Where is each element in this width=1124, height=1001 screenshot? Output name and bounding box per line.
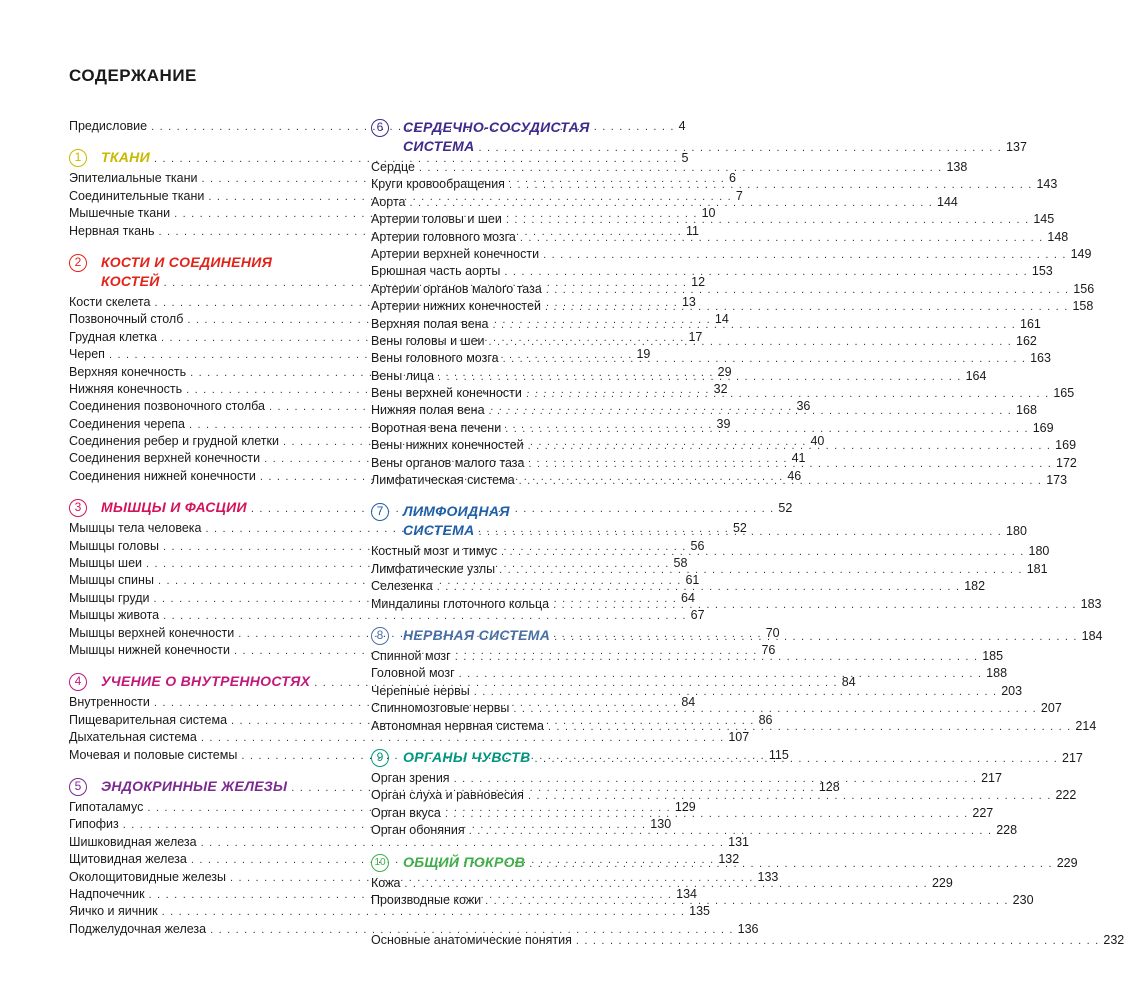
entry-page: 29	[717, 364, 732, 379]
section-title: ТКАНИ	[101, 149, 150, 166]
entry-page: 148	[1047, 229, 1069, 244]
section-gap	[69, 938, 354, 951]
entry-label: Черепные нервы	[371, 683, 470, 698]
dot-leader	[479, 523, 1003, 542]
entry-page: 164	[965, 368, 987, 383]
dot-leader	[509, 177, 1033, 194]
entry-label: Нижняя конечность	[69, 381, 183, 396]
section-title-block	[403, 502, 1027, 540]
entry-page: 115	[768, 747, 789, 762]
entry-page: 136	[737, 921, 759, 936]
dot-leader	[469, 823, 993, 840]
entry-page: 6	[729, 171, 736, 186]
entry-page: 36	[796, 399, 811, 414]
entry-page: 56	[690, 538, 705, 553]
entry-page: 64	[681, 590, 695, 605]
entry-page: 19	[636, 347, 651, 362]
section-number-badge: 9	[371, 749, 389, 767]
entry-page: 61	[685, 573, 700, 588]
toc-entry[interactable]	[69, 921, 759, 938]
section-page: 5	[681, 151, 689, 166]
entry-page: 10	[701, 206, 716, 221]
section-page: 137	[1006, 140, 1027, 154]
entry-label: Гипоталамус	[69, 799, 144, 814]
entry-page: 132	[718, 852, 740, 867]
entry-label: Лимфатические узлы	[371, 561, 496, 576]
entry-label: Шишковидная железа	[69, 834, 197, 849]
section-heading[interactable]	[371, 118, 1027, 156]
section-title: ОБЩИЙ ПОКРОВ	[403, 853, 526, 870]
entry-label: Мышцы нижней конечности	[69, 642, 230, 657]
section-page: 128	[818, 779, 840, 794]
entry-label: Надпочечник	[69, 886, 145, 901]
entry-label: Воротная вена печени	[371, 420, 502, 435]
entry-label: Аорта	[371, 194, 406, 209]
section-title: КОСТИ И СОЕДИНЕНИЯ	[101, 253, 273, 270]
section-gap	[371, 489, 656, 502]
entry-label: Позвоночный столб	[69, 312, 184, 327]
section-title: ЭНДОКРИННЫЕ ЖЕЛЕЗЫ	[101, 777, 288, 794]
dot-leader	[553, 597, 1077, 614]
dot-leader	[437, 579, 961, 596]
entry-page: 32	[713, 381, 728, 396]
entry-page: 70	[765, 625, 780, 640]
entry-label: Эпителиальные ткани	[69, 171, 198, 186]
section-number-badge: 10	[371, 854, 389, 872]
entry-label: Мочевая и половые системы	[69, 747, 238, 762]
section-title-block	[403, 748, 1083, 767]
section-page: 12	[691, 274, 706, 289]
entry-label: Мышцы шеи	[69, 556, 143, 571]
dot-leader	[535, 750, 1059, 769]
entry-page: 143	[1036, 177, 1058, 192]
section-title-line	[403, 118, 1027, 137]
dot-leader	[501, 544, 1025, 561]
entry-page: 52	[732, 521, 747, 536]
section-number-badge: 3	[69, 499, 87, 517]
section-page: 52	[778, 501, 793, 516]
entry-label: Орган вкуса	[371, 805, 441, 820]
dot-leader	[404, 876, 928, 893]
entry-label: Нижняя полая вена	[371, 403, 485, 418]
dot-leader	[520, 230, 1044, 247]
toc-entry[interactable]	[371, 263, 1053, 280]
toc-entry[interactable]	[371, 787, 1077, 804]
entry-page: 131	[728, 834, 749, 849]
section-title: СЕРДЕЧНО-СОСУДИСТАЯ	[403, 119, 590, 135]
section-gap	[69, 659, 354, 672]
section-gap	[371, 735, 656, 748]
entry-label: Артерии головного мозга	[371, 229, 516, 244]
dot-leader	[479, 139, 1003, 158]
entry-label: Грудная клетка	[69, 329, 157, 344]
entry-page: 156	[1073, 281, 1095, 296]
entry-page: 133	[757, 869, 779, 884]
entry-page: 14	[714, 312, 729, 327]
entry-page: 138	[946, 160, 968, 174]
entry-page: 227	[972, 805, 994, 820]
entry-page: 41	[791, 451, 806, 466]
entry-page: 46	[787, 468, 802, 483]
entry-label: Яичко и яичник	[69, 904, 158, 919]
entry-page: 76	[761, 642, 776, 657]
section-title-line	[403, 748, 1083, 767]
entry-page: 17	[688, 329, 703, 344]
section-page: 229	[1056, 855, 1078, 870]
entry-label: Вены лица	[371, 368, 435, 383]
entry-label: Предисловие	[69, 119, 148, 133]
dot-leader	[548, 719, 1072, 736]
dot-leader	[503, 351, 1027, 368]
section-title: МЫШЦЫ И ФАСЦИИ	[101, 499, 247, 516]
entry-page: 158	[1072, 299, 1094, 314]
entry-page: 7	[735, 188, 743, 203]
section-page: 84	[841, 675, 856, 690]
entry-label: Соединения черепа	[69, 416, 186, 431]
entry-label: Кости скелета	[69, 294, 151, 309]
dot-leader	[543, 247, 1067, 264]
entry-label: Лимфатическая система	[371, 473, 515, 488]
entry-page: 169	[1055, 438, 1077, 453]
section-title-block	[403, 853, 1078, 872]
entry-page: 162	[1016, 333, 1037, 348]
dot-leader	[445, 806, 969, 823]
entry-page: 173	[1046, 473, 1068, 488]
entry-label: Череп	[69, 347, 105, 362]
section-number-badge: 5	[69, 778, 87, 796]
entry-page: 153	[1031, 264, 1053, 279]
entry-page: 222	[1055, 788, 1077, 803]
toc-entry[interactable]	[69, 729, 750, 746]
page-title: СОДЕРЖАНИЕ	[69, 66, 197, 85]
entry-label: Головной мозг	[371, 666, 455, 681]
entry-page: 203	[1001, 683, 1023, 698]
entry-label: Орган обоняния	[371, 823, 465, 838]
entry-page: 13	[681, 294, 696, 309]
entry-page: 168	[1016, 403, 1037, 418]
entry-label: Нервная ткань	[69, 223, 155, 238]
dot-leader	[519, 473, 1043, 490]
section-gap	[371, 840, 656, 853]
dot-leader	[528, 788, 1052, 805]
entry-page: 230	[1012, 892, 1034, 907]
section-gap	[371, 909, 656, 922]
section-title-block	[403, 118, 1027, 156]
entry-label: Гипофиз	[69, 817, 119, 832]
dot-leader	[438, 369, 962, 386]
entry-page: 39	[716, 416, 731, 431]
section-title-line	[403, 137, 1027, 156]
section-gap	[69, 240, 354, 253]
toc-entry[interactable]	[371, 176, 1058, 193]
section-title-line	[403, 626, 1103, 645]
entry-label: Вены головного мозга	[371, 351, 499, 366]
section-gap	[69, 485, 354, 498]
entry-page: 4	[678, 119, 686, 133]
dot-leader	[504, 264, 1028, 281]
entry-page: 67	[690, 608, 705, 623]
entry-label: Спинной мозг	[371, 648, 451, 663]
dot-leader	[546, 282, 1070, 299]
entry-page: 165	[1053, 386, 1075, 401]
toc-entry[interactable]	[371, 665, 1008, 682]
entry-label: Вены верхней конечности	[371, 386, 522, 401]
entry-label: Соединения верхней конечности	[69, 451, 261, 466]
dot-leader	[528, 456, 1052, 473]
section-number-badge: 1	[69, 149, 87, 167]
toc-entry[interactable]	[69, 607, 705, 624]
dot-leader	[454, 771, 978, 788]
toc-entry[interactable]	[69, 903, 711, 920]
entry-page: 228	[996, 823, 1018, 838]
entry-page: 185	[982, 648, 1004, 663]
entry-page: 172	[1056, 455, 1077, 470]
entry-label: Костный мозг и тимус	[371, 544, 497, 559]
entry-page: 107	[728, 730, 750, 745]
entry-label: Автономная нервная система	[371, 718, 544, 733]
section-number-badge: 4	[69, 673, 87, 691]
section-page: 180	[1006, 524, 1027, 539]
entry-page: 229	[931, 875, 953, 890]
entry-label: Мышцы головы	[69, 538, 160, 553]
dot-leader	[528, 438, 1052, 455]
section-title-line	[403, 853, 1078, 872]
entry-label: Внутренности	[69, 695, 150, 710]
entry-label: Вены головы и шеи	[371, 333, 485, 348]
section-title: ОРГАНЫ ЧУВСТВ	[403, 748, 531, 765]
entry-page: 135	[689, 904, 711, 919]
toc-entry[interactable]	[371, 159, 968, 176]
entry-page: 130	[650, 817, 672, 832]
dot-leader	[410, 195, 934, 212]
entry-label: Селезенка	[371, 579, 433, 594]
entry-page: 217	[981, 770, 1002, 785]
dot-leader	[455, 649, 979, 666]
entry-label: Брюшная часть аорты	[371, 264, 501, 279]
entry-label: Щитовидная железа	[69, 852, 187, 867]
entry-page: 180	[1028, 544, 1050, 559]
entry-page: 214	[1075, 718, 1097, 733]
entry-page: 11	[686, 223, 700, 238]
toc-entry[interactable]	[371, 246, 1092, 263]
entry-page: 40	[810, 434, 825, 449]
entry-label: Соединения позвоночного столба	[69, 399, 265, 414]
entry-label: Мышцы спины	[69, 573, 154, 588]
dot-leader	[419, 160, 943, 177]
entry-label: Дыхательная система	[69, 730, 197, 745]
toc-entry[interactable]	[371, 683, 1023, 700]
entry-label: Мышцы тела человека	[69, 521, 202, 536]
entry-label: Соединения ребер и грудной клетки	[69, 434, 279, 449]
entry-label: Производные кожи	[371, 892, 482, 907]
section-page: 217	[1062, 750, 1083, 765]
entry-page: 232	[1103, 933, 1124, 948]
dot-leader	[513, 701, 1037, 718]
dot-leader	[506, 212, 1030, 229]
entry-label: Вены органов малого таза	[371, 455, 525, 470]
toc-entry[interactable]	[371, 194, 958, 211]
section-title: УЧЕНИЕ О ВНУТРЕННОСТЯХ	[101, 673, 311, 690]
dot-leader	[489, 403, 1013, 420]
dot-leader	[485, 893, 1009, 910]
entry-label: Вены нижних конечностей	[371, 438, 524, 453]
entry-label: Мышцы груди	[69, 590, 150, 605]
section-title: НЕРВНАЯ СИСТЕМА	[403, 626, 551, 643]
entry-label: Соединительные ткани	[69, 188, 205, 203]
toc-entry[interactable]	[69, 834, 749, 851]
dot-leader	[526, 386, 1050, 403]
entry-label: Спинномозговые нервы	[371, 701, 510, 716]
dot-leader	[576, 933, 1100, 950]
entry-label: Поджелудочная железа	[69, 921, 207, 936]
entry-page: 144	[937, 194, 958, 209]
entry-label: Мышечные ткани	[69, 206, 171, 221]
entry-label: Артерии органов малого таза	[371, 281, 542, 296]
section-number-badge: 2	[69, 254, 87, 272]
section-page: 184	[1081, 628, 1103, 643]
entry-page: 161	[1020, 316, 1041, 331]
entry-page: 86	[758, 712, 773, 727]
section-number-badge: 7	[371, 503, 389, 521]
dot-leader	[554, 628, 1078, 647]
section-number-badge: 6	[371, 119, 389, 137]
dot-leader	[499, 562, 1023, 579]
section-title-line	[403, 521, 1027, 540]
entry-label: Кожа	[371, 875, 401, 890]
entry-label: Околощитовидные железы	[69, 869, 227, 884]
section-gap	[69, 764, 354, 777]
entry-label: Основные анатомические понятия	[371, 933, 572, 948]
entry-label: Верхняя полая вена	[371, 316, 489, 331]
entry-label: Верхняя конечность	[69, 364, 187, 379]
dot-leader	[459, 666, 983, 683]
section-title: ЛИМФОИДНАЯ	[403, 503, 510, 520]
entry-label: Соединения нижней конечности	[69, 468, 256, 483]
entry-label: Артерии головы и шеи	[371, 212, 502, 227]
entry-page: 84	[681, 695, 696, 710]
entry-label: Артерии верхней конечности	[371, 246, 540, 261]
entry-label: Мышцы живота	[69, 608, 160, 623]
entry-label: Орган слуха и равновесия	[371, 788, 524, 803]
entry-label: Артерии нижних конечностей	[371, 299, 541, 314]
entry-label: Мышцы верхней конечности	[69, 625, 235, 640]
entry-page: 182	[964, 579, 986, 594]
entry-page: 145	[1033, 212, 1055, 227]
toc-entry[interactable]	[371, 350, 1051, 367]
entry-page: 188	[986, 666, 1008, 681]
dot-leader	[505, 421, 1029, 438]
entry-label: Сердце	[371, 160, 415, 174]
entry-label: Круги кровообращения	[371, 177, 505, 192]
entry-page: 129	[674, 799, 696, 814]
entry-page: 163	[1030, 351, 1051, 366]
entry-page: 149	[1070, 246, 1092, 261]
section-title-block	[403, 626, 1103, 645]
entry-page: 169	[1032, 420, 1054, 435]
section-number-badge: 8	[371, 627, 389, 645]
dot-leader	[545, 299, 1069, 316]
dot-leader	[489, 334, 1013, 351]
entry-label: Орган зрения	[371, 770, 450, 785]
section-title-line	[403, 502, 1027, 521]
entry-label: Миндалины глоточного кольца	[371, 596, 550, 611]
dot-leader	[529, 855, 1053, 874]
section-gap	[371, 613, 656, 626]
section-title: КОСТЕЙ	[101, 272, 160, 289]
dot-leader	[493, 317, 1017, 334]
dot-leader	[474, 684, 998, 701]
entry-page: 181	[1026, 561, 1048, 576]
entry-page: 183	[1080, 596, 1102, 611]
entry-page: 207	[1040, 701, 1062, 716]
entry-page: 58	[673, 556, 688, 571]
section-title: СИСТЕМА	[403, 138, 475, 154]
entry-label: Пищеварительная система	[69, 712, 228, 727]
toc-entry-basic-concepts[interactable]	[371, 932, 1124, 949]
entry-page: 134	[676, 886, 698, 901]
section-title: СИСТЕМА	[403, 522, 475, 539]
